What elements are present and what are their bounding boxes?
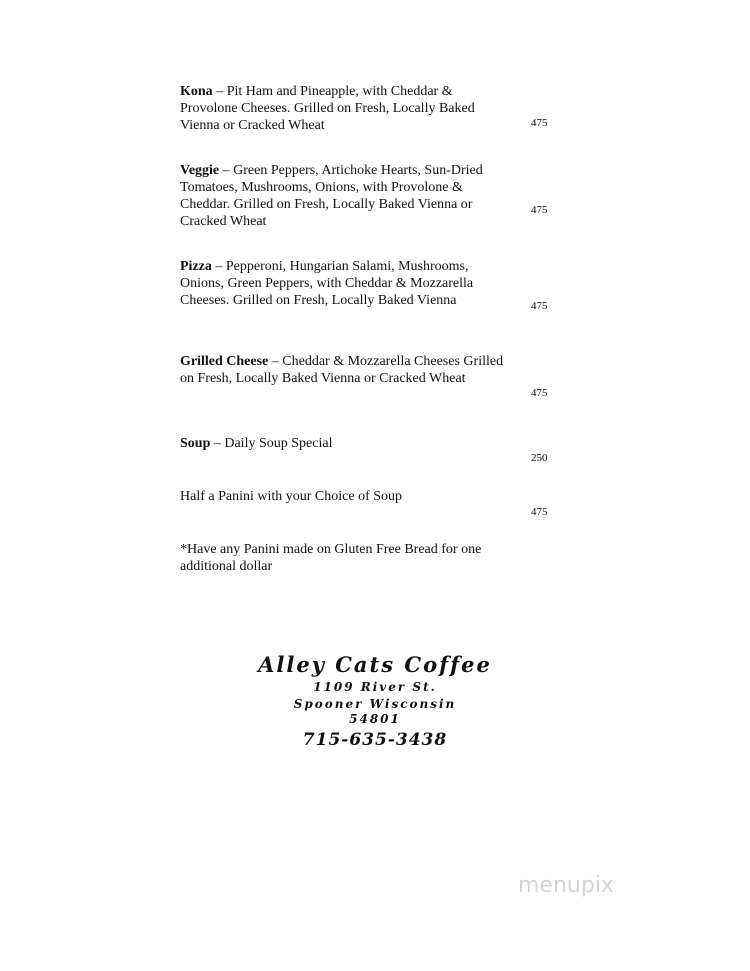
menupix-watermark: menupix	[518, 873, 614, 898]
item-description: – Pepperoni, Hungarian Salami, Mushrooms, Onions, Green Peppers, with Cheddar & Mozzarella Cheeses. Grilled on Fresh, Locally Baked Vienna	[180, 259, 474, 308]
item-description: – Green Peppers, Artichoke Hearts, Sun-Dried Tomatoes, Mushrooms, Onions, with Provolone & Cheddar. Grilled on Fresh, Locally Baked Vienna or Cracked Wheat	[180, 163, 483, 229]
item-description: – Cheddar & Mozzarella Cheeses Grilled on Fresh, Locally Baked Vienna or Cracked Wheat	[180, 354, 504, 386]
street-address: 1109 River St.	[313, 680, 437, 694]
item-price-kona: 475	[531, 117, 548, 129]
item-name: Kona	[180, 84, 213, 99]
item-description: Half a Panini with your Choice of Soup	[180, 489, 403, 504]
item-name: Veggie	[180, 163, 220, 178]
item-name: Pizza	[180, 259, 212, 274]
business-name: Alley Cats Coffee	[258, 652, 492, 677]
gluten-free-note: *Have any Panini made on Gluten Free Bread for one additional dollar	[180, 542, 482, 574]
menu-item-grilled-cheese	[180, 353, 510, 387]
item-price-soup: 250	[531, 452, 548, 464]
menu-item-kona	[180, 83, 510, 134]
menu-item-veggie	[180, 162, 510, 230]
menu-item-soup	[180, 435, 510, 452]
menu-item-pizza	[180, 258, 510, 309]
item-price-grilled-cheese: 475	[531, 387, 548, 399]
menu-item-half-panini	[180, 488, 510, 505]
item-price-veggie: 475	[531, 204, 548, 216]
zip-code: 54801	[349, 712, 401, 726]
item-price-half-panini: 475	[531, 506, 548, 518]
item-price-pizza: 475	[531, 300, 548, 312]
item-description: – Pit Ham and Pineapple, with Cheddar & Provolone Cheeses. Grilled on Fresh, Locally Baked Vienna or Cracked Wheat	[180, 84, 475, 133]
city-state: Spooner Wisconsin	[293, 697, 457, 711]
item-description: – Daily Soup Special	[210, 436, 333, 451]
item-name: Grilled Cheese	[180, 354, 269, 369]
phone-number: 715-635-3438	[302, 730, 448, 750]
item-name: Soup	[180, 436, 211, 451]
